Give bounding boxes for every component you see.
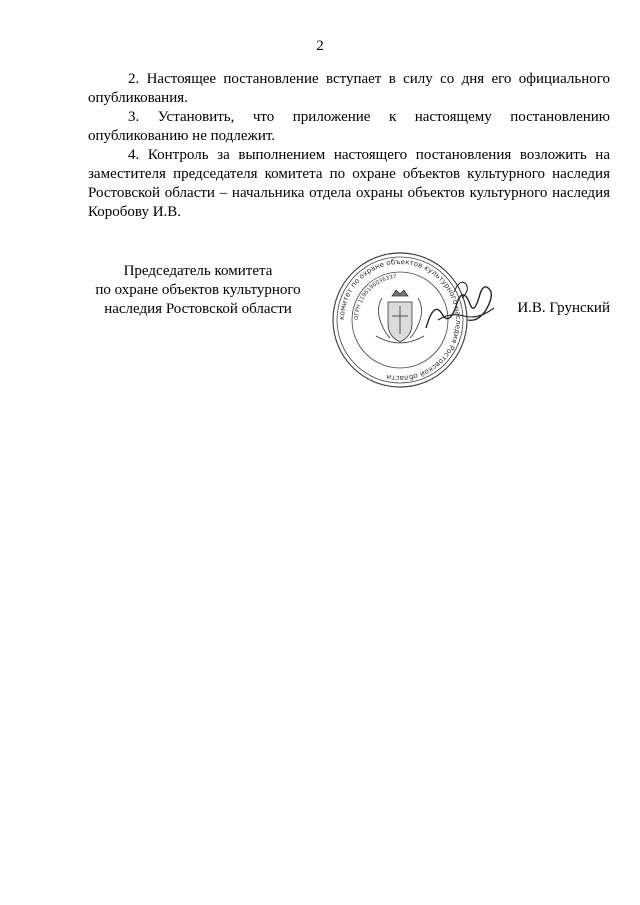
seal-outer-text: комитет по охране объектов культурного наследия Ростовской области <box>336 256 464 384</box>
page-number: 2 <box>316 38 324 54</box>
paragraph-3: 3. Установить, что приложение к настоящему постановлению опубликованию не подлежит. <box>88 109 610 144</box>
signer-name: И.В. Грунский <box>517 300 610 316</box>
position-line: по охране объектов культурного <box>95 282 301 298</box>
signatory-position <box>78 262 318 319</box>
handwritten-signature <box>420 270 500 340</box>
position-line: наследия Ростовской области <box>104 301 292 317</box>
position-line: Председатель комитета <box>123 263 273 279</box>
coat-of-arms-icon <box>376 290 424 343</box>
seal-inner-text: ОГРН 1196196036337 <box>353 274 397 321</box>
paragraph-4: 4. Контроль за выполнением настоящего постановления возложить на заместителя председателя комитета по охране объектов культурного наследия Ростовской области – начальника отдела охраны объектов культурного наследия Коробову И.В. <box>88 147 610 220</box>
document-body <box>88 70 610 222</box>
paragraph-2: 2. Настоящее постановление вступает в силу со дня его официального опубликования. <box>88 71 610 106</box>
